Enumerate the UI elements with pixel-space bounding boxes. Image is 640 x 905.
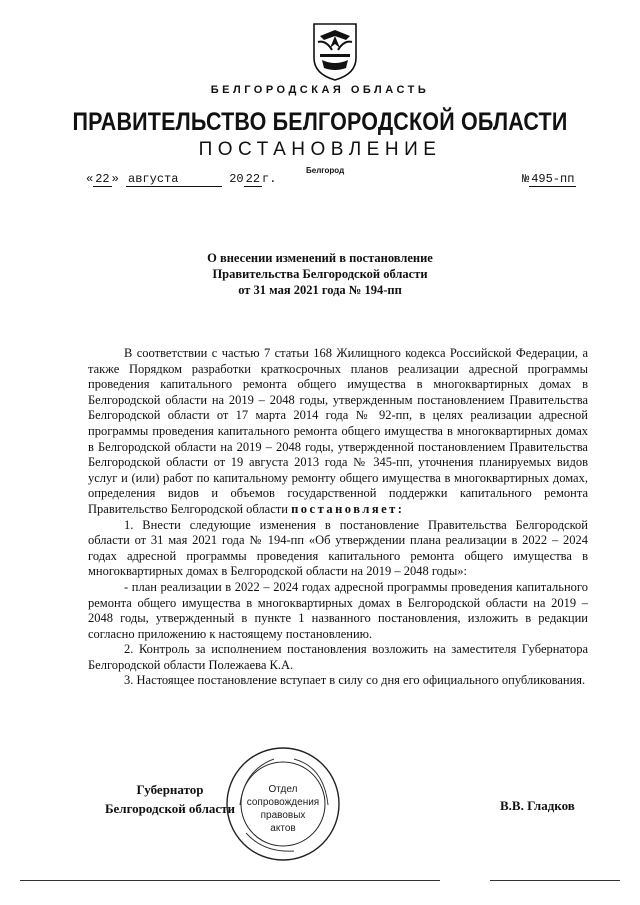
number-value: 495-пп [531, 172, 575, 186]
footer-rule-right [490, 880, 620, 881]
footer-rule-left [20, 880, 440, 881]
item-2: 2. Контроль за исполнением постановления возложить на заместителя Губернатора Белгородской области Полежаева К.А. [88, 642, 588, 672]
document-number: № 495-пп [522, 172, 575, 186]
region-name: БЕЛГОРОДСКАЯ ОБЛАСТЬ [210, 84, 430, 96]
document-body [88, 346, 588, 689]
government-name: ПРАВИТЕЛЬСТВО БЕЛГОРОДСКОЙ ОБЛАСТИ [72, 108, 568, 136]
date-day: 22 [95, 172, 110, 186]
signatory-name: В.В. Гладков [500, 798, 575, 813]
document-type: ПОСТАНОВЛЕНИЕ [198, 139, 442, 160]
stamp-text: Отдел сопровождения правовых актов [246, 784, 320, 834]
item-1-sub: - план реализации в 2022 – 2024 годах адресной программы проведения капитального ремонта общего имущества в многоквартирных домах в Белгородской области на 2019 – 2048 годы, утвержденный в пункте 1 названного постановления, изложить в редакции согласно приложению к настоящему постановлению. [88, 579, 588, 641]
item-1: 1. Внести следующие изменения в постановление Правительства Белгородской области от 31 мая 2021 года № 194-пп «Об утверждении плана реализации в 2022 – 2024 годах адресной программы проведения капитального ремонта общего имущества в многоквартирных домах в Белгородской области на 2019 – 2048 годы»: [88, 517, 588, 579]
document-date: « 22 » августа 20 22 г. [86, 172, 277, 186]
official-stamp [224, 745, 342, 863]
city-name: Белгород [306, 166, 345, 175]
coat-of-arms-icon [310, 20, 360, 82]
preamble-paragraph: В соответствии с частью 7 статьи 168 Жилищного кодекса Российской Федерации, а также Порядком разработки краткосрочных планов реализации адресной программы проведения капитального ремонта общего имущества в многоквартирных домах в Белгородской области на 2019 – 2048 годы, утвержденным постановлением Правительства Белгородской области от 17 марта 2014 года № 92-пп, в целях реализации адресной программы проведения капитального ремонта общего имущества в многоквартирных домах в Белгородской области на 2019 – 2048 годы, утвержденной постановлением Правительства Белгородской области от 19 августа 2013 года № 345-пп, уточнения планируемых видов услуг и (или) работ по капитальному ремонту общего имущества в многоквартирных домах, определения видов и объемов государственной поддержки капитального ремонта Правительство Белгородской области постановляет: [88, 346, 588, 516]
date-month: августа [126, 172, 222, 187]
date-year: 22 [245, 172, 261, 186]
resolves-word: постановляет: [291, 501, 405, 516]
signature-position: Губернатор Белгородской области [104, 782, 236, 816]
item-3: 3. Настоящее постановление вступает в силу со дня его официального опубликования. [124, 673, 586, 688]
document-title: О внесении изменений в постановление Правительства Белгородской области от 31 мая 2021 года № 194-пп [207, 251, 433, 297]
